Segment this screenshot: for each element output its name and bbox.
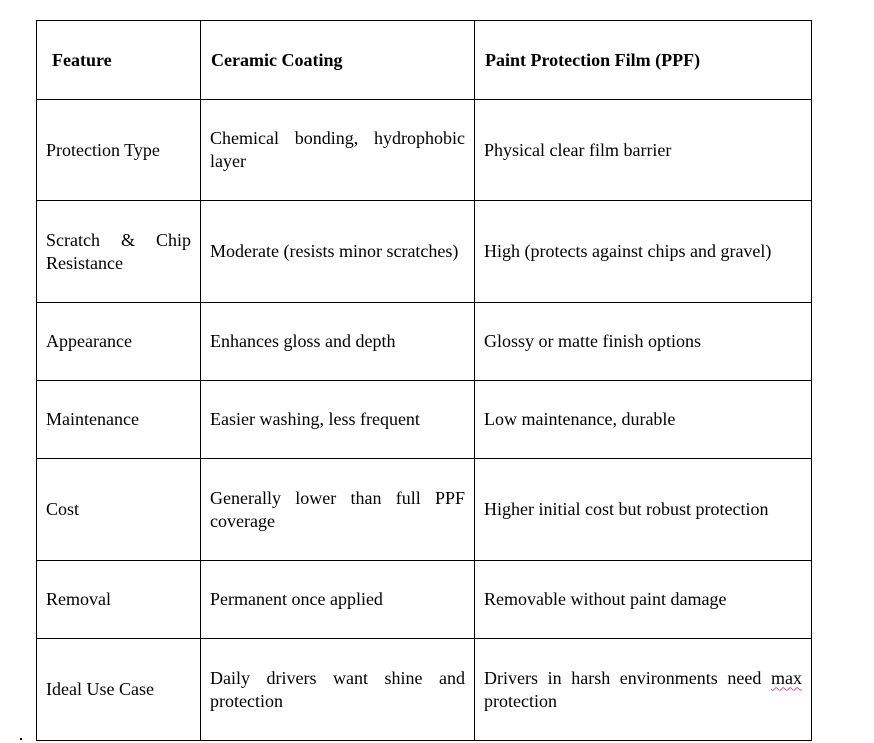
- ceramic-cell: Enhances gloss and depth: [201, 303, 475, 381]
- ceramic-cell: Permanent once applied: [201, 561, 475, 639]
- ceramic-cell: Moderate (resists minor scratches): [201, 201, 475, 303]
- stray-mark: [20, 738, 22, 740]
- feature-cell: Cost: [37, 459, 201, 561]
- ceramic-cell: Daily drivers want shine and protection: [201, 639, 475, 741]
- ppf-cell: Higher initial cost but robust protection: [475, 459, 812, 561]
- ppf-cell: Physical clear film barrier: [475, 100, 812, 201]
- ppf-cell: [475, 639, 812, 741]
- comparison-table: [36, 20, 812, 741]
- table-row: [37, 561, 812, 639]
- ppf-cell: Removable without paint damage: [475, 561, 812, 639]
- ceramic-cell: Chemical bonding, hydrophobic layer: [201, 100, 475, 201]
- ppf-text: Drivers in harsh environments need: [484, 667, 762, 688]
- table-row: [37, 381, 812, 459]
- spellcheck-flagged-word: max: [771, 667, 803, 688]
- table-row: [37, 303, 812, 381]
- ceramic-cell: Generally lower than full PPF coverage: [201, 459, 475, 561]
- header-ceramic-coating: Ceramic Coating: [201, 21, 475, 100]
- table-header-row: [37, 21, 812, 100]
- ppf-cell: Low maintenance, durable: [475, 381, 812, 459]
- table-row: [37, 201, 812, 303]
- table-row: [37, 639, 812, 741]
- feature-cell: Protection Type: [37, 100, 201, 201]
- header-paint-protection-film: Paint Protection Film (PPF): [475, 21, 812, 100]
- ppf-cell: High (protects against chips and gravel): [475, 201, 812, 303]
- feature-cell: Scratch & Chip Resistance: [37, 201, 201, 303]
- feature-cell: Maintenance: [37, 381, 201, 459]
- ppf-cell: Glossy or matte finish options: [475, 303, 812, 381]
- feature-cell: Removal: [37, 561, 201, 639]
- table-row: [37, 459, 812, 561]
- table-row: [37, 100, 812, 201]
- ceramic-cell: Easier washing, less frequent: [201, 381, 475, 459]
- feature-cell: Appearance: [37, 303, 201, 381]
- feature-cell: Ideal Use Case: [37, 639, 201, 741]
- ppf-text: protection: [484, 690, 557, 711]
- header-feature: Feature: [37, 21, 201, 100]
